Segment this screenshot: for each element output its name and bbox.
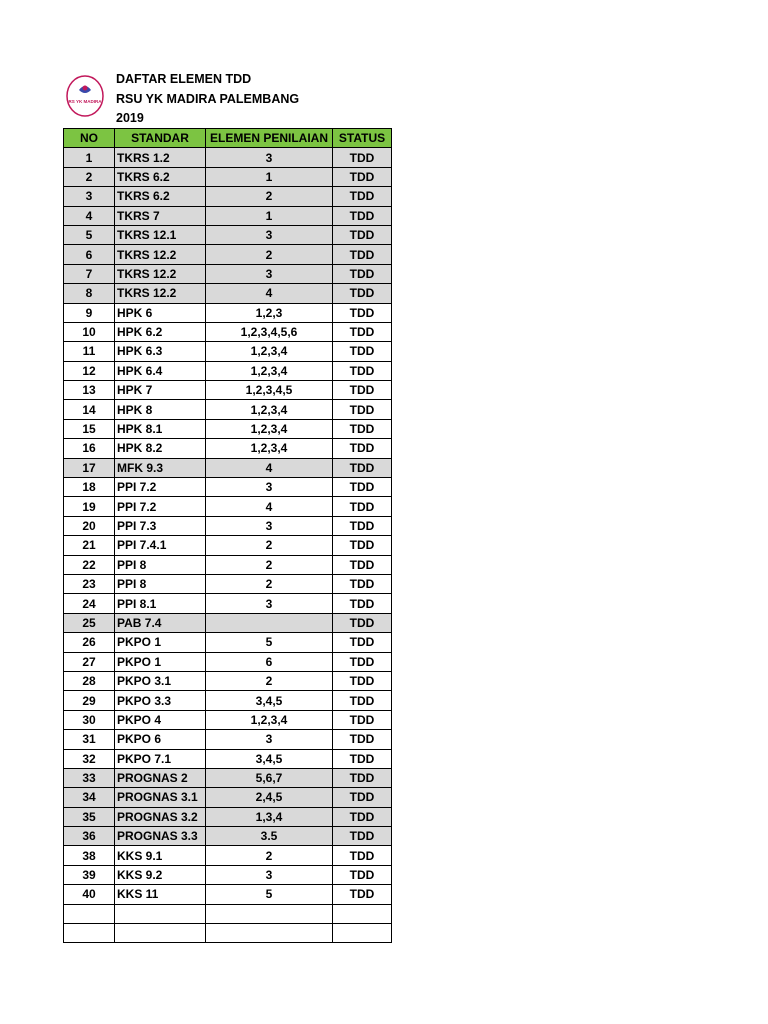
cell-no: 17 <box>64 458 115 477</box>
logo-text: RS YK MADIRA <box>68 99 102 104</box>
tdd-table <box>63 128 392 943</box>
cell-status: TDD <box>333 846 392 865</box>
cell-elemen: 1 <box>206 206 333 225</box>
cell-standar: PROGNAS 3.3 <box>115 827 206 846</box>
cell-status: TDD <box>333 381 392 400</box>
table-row <box>64 827 392 846</box>
cell-elemen: 3 <box>206 865 333 884</box>
cell-status <box>333 904 392 923</box>
cell-standar: KKS 9.2 <box>115 865 206 884</box>
cell-elemen: 4 <box>206 497 333 516</box>
cell-no: 40 <box>64 885 115 904</box>
cell-standar: PPI 7.2 <box>115 497 206 516</box>
cell-elemen: 2 <box>206 555 333 574</box>
cell-standar: PAB 7.4 <box>115 613 206 632</box>
cell-no: 4 <box>64 206 115 225</box>
cell-standar: PKPO 3.1 <box>115 671 206 690</box>
cell-elemen: 5 <box>206 633 333 652</box>
cell-elemen: 1,2,3,4 <box>206 710 333 729</box>
cell-no: 15 <box>64 419 115 438</box>
cell-status: TDD <box>333 536 392 555</box>
table-row <box>64 730 392 749</box>
table-row <box>64 478 392 497</box>
column-header-no: NO <box>64 129 115 148</box>
cell-status: TDD <box>333 458 392 477</box>
cell-elemen: 2,4,5 <box>206 788 333 807</box>
cell-no: 34 <box>64 788 115 807</box>
table-row <box>64 691 392 710</box>
cell-standar: TKRS 1.2 <box>115 148 206 167</box>
cell-elemen <box>206 924 333 943</box>
cell-status: TDD <box>333 303 392 322</box>
cell-status: TDD <box>333 671 392 690</box>
cell-no: 39 <box>64 865 115 884</box>
cell-elemen: 4 <box>206 458 333 477</box>
cell-standar: PPI 7.2 <box>115 478 206 497</box>
cell-status: TDD <box>333 245 392 264</box>
table-row <box>64 865 392 884</box>
cell-no: 7 <box>64 264 115 283</box>
table-row <box>64 613 392 632</box>
table-row <box>64 633 392 652</box>
table-row <box>64 439 392 458</box>
cell-elemen: 1,2,3,4 <box>206 419 333 438</box>
cell-standar: TKRS 6.2 <box>115 167 206 186</box>
cell-status: TDD <box>333 419 392 438</box>
cell-no: 21 <box>64 536 115 555</box>
table-row <box>64 652 392 671</box>
cell-status: TDD <box>333 322 392 341</box>
cell-no: 31 <box>64 730 115 749</box>
cell-elemen: 1,2,3,4,5 <box>206 381 333 400</box>
cell-standar: PKPO 1 <box>115 633 206 652</box>
cell-status: TDD <box>333 633 392 652</box>
column-header-elemen: ELEMEN PENILAIAN <box>206 129 333 148</box>
cell-no: 12 <box>64 361 115 380</box>
hospital-name: RSU YK MADIRA PALEMBANG <box>116 91 300 106</box>
cell-status: TDD <box>333 148 392 167</box>
cell-no: 28 <box>64 671 115 690</box>
cell-standar: HPK 6.2 <box>115 322 206 341</box>
table-row <box>64 381 392 400</box>
table-header-row <box>64 129 392 148</box>
table-row <box>64 322 392 341</box>
cell-elemen: 2 <box>206 574 333 593</box>
cell-elemen: 3 <box>206 516 333 535</box>
cell-elemen: 3 <box>206 594 333 613</box>
table-row <box>64 788 392 807</box>
cell-elemen: 2 <box>206 671 333 690</box>
cell-no: 32 <box>64 749 115 768</box>
cell-elemen: 3 <box>206 148 333 167</box>
table-row <box>64 148 392 167</box>
document-title: DAFTAR ELEMEN TDD <box>116 72 252 86</box>
cell-standar: PROGNAS 3.2 <box>115 807 206 826</box>
cell-elemen: 3,4,5 <box>206 749 333 768</box>
cell-elemen: 3 <box>206 730 333 749</box>
table-row <box>64 594 392 613</box>
cell-no <box>64 924 115 943</box>
cell-elemen: 3,4,5 <box>206 691 333 710</box>
cell-status <box>333 924 392 943</box>
cell-standar: TKRS 12.1 <box>115 225 206 244</box>
cell-standar: HPK 7 <box>115 381 206 400</box>
cell-no: 18 <box>64 478 115 497</box>
cell-standar: HPK 6.4 <box>115 361 206 380</box>
cell-no: 22 <box>64 555 115 574</box>
cell-elemen <box>206 613 333 632</box>
cell-standar: HPK 6 <box>115 303 206 322</box>
cell-no: 25 <box>64 613 115 632</box>
cell-standar: PKPO 6 <box>115 730 206 749</box>
cell-status: TDD <box>333 730 392 749</box>
table-row <box>64 284 392 303</box>
table-row <box>64 264 392 283</box>
cell-no: 11 <box>64 342 115 361</box>
table-row <box>64 497 392 516</box>
table-row <box>64 458 392 477</box>
cell-standar: PPI 8.1 <box>115 594 206 613</box>
cell-standar: TKRS 12.2 <box>115 245 206 264</box>
cell-elemen: 5 <box>206 885 333 904</box>
cell-elemen: 3 <box>206 225 333 244</box>
cell-elemen: 1 <box>206 167 333 186</box>
cell-standar: PKPO 7.1 <box>115 749 206 768</box>
cell-standar: PKPO 4 <box>115 710 206 729</box>
cell-no: 24 <box>64 594 115 613</box>
table-row <box>64 206 392 225</box>
cell-status: TDD <box>333 497 392 516</box>
cell-no: 20 <box>64 516 115 535</box>
cell-status: TDD <box>333 167 392 186</box>
cell-standar: PKPO 3.3 <box>115 691 206 710</box>
cell-standar: MFK 9.3 <box>115 458 206 477</box>
cell-standar: HPK 8.2 <box>115 439 206 458</box>
cell-standar: PKPO 1 <box>115 652 206 671</box>
cell-status: TDD <box>333 788 392 807</box>
cell-elemen: 6 <box>206 652 333 671</box>
cell-status: TDD <box>333 555 392 574</box>
cell-status: TDD <box>333 400 392 419</box>
cell-elemen: 1,2,3,4 <box>206 361 333 380</box>
table-row <box>64 807 392 826</box>
cell-status: TDD <box>333 264 392 283</box>
table-row <box>64 361 392 380</box>
cell-standar: HPK 8 <box>115 400 206 419</box>
cell-elemen: 1,2,3 <box>206 303 333 322</box>
cell-standar: PROGNAS 2 <box>115 768 206 787</box>
table-row <box>64 400 392 419</box>
cell-standar: HPK 6.3 <box>115 342 206 361</box>
cell-elemen: 5,6,7 <box>206 768 333 787</box>
cell-standar: KKS 11 <box>115 885 206 904</box>
cell-standar: PROGNAS 3.1 <box>115 788 206 807</box>
table-row <box>64 342 392 361</box>
cell-elemen <box>206 904 333 923</box>
cell-elemen: 2 <box>206 187 333 206</box>
cell-no: 9 <box>64 303 115 322</box>
cell-status: TDD <box>333 342 392 361</box>
cell-no: 30 <box>64 710 115 729</box>
cell-elemen: 1,2,3,4 <box>206 400 333 419</box>
column-header-standar: STANDAR <box>115 129 206 148</box>
cell-status: TDD <box>333 187 392 206</box>
cell-standar <box>115 904 206 923</box>
cell-status: TDD <box>333 594 392 613</box>
cell-status: TDD <box>333 439 392 458</box>
cell-standar: KKS 9.1 <box>115 846 206 865</box>
cell-status: TDD <box>333 652 392 671</box>
table-row <box>64 245 392 264</box>
document-year: 2019 <box>116 111 144 125</box>
cell-elemen: 1,2,3,4,5,6 <box>206 322 333 341</box>
cell-status: TDD <box>333 478 392 497</box>
cell-status: TDD <box>333 574 392 593</box>
cell-no <box>64 904 115 923</box>
cell-elemen: 2 <box>206 536 333 555</box>
cell-status: TDD <box>333 865 392 884</box>
table-body <box>64 148 392 943</box>
cell-elemen: 3 <box>206 478 333 497</box>
table-row <box>64 924 392 943</box>
cell-status: TDD <box>333 827 392 846</box>
cell-no: 36 <box>64 827 115 846</box>
cell-status: TDD <box>333 225 392 244</box>
cell-elemen: 2 <box>206 245 333 264</box>
cell-elemen: 1,2,3,4 <box>206 342 333 361</box>
cell-no: 29 <box>64 691 115 710</box>
cell-standar: TKRS 6.2 <box>115 187 206 206</box>
cell-status: TDD <box>333 613 392 632</box>
cell-status: TDD <box>333 885 392 904</box>
cell-status: TDD <box>333 710 392 729</box>
table-row <box>64 187 392 206</box>
cell-no: 6 <box>64 245 115 264</box>
cell-status: TDD <box>333 361 392 380</box>
column-header-status: STATUS <box>333 129 392 148</box>
table-row <box>64 768 392 787</box>
cell-status: TDD <box>333 807 392 826</box>
cell-standar: PPI 7.3 <box>115 516 206 535</box>
table-row <box>64 419 392 438</box>
cell-no: 35 <box>64 807 115 826</box>
cell-standar: TKRS 7 <box>115 206 206 225</box>
table-row <box>64 846 392 865</box>
cell-no: 19 <box>64 497 115 516</box>
cell-standar: TKRS 12.2 <box>115 264 206 283</box>
cell-elemen: 3.5 <box>206 827 333 846</box>
cell-no: 2 <box>64 167 115 186</box>
cell-no: 1 <box>64 148 115 167</box>
cell-no: 3 <box>64 187 115 206</box>
cell-no: 14 <box>64 400 115 419</box>
cell-elemen: 1,3,4 <box>206 807 333 826</box>
cell-standar <box>115 924 206 943</box>
table-row <box>64 710 392 729</box>
cell-status: TDD <box>333 768 392 787</box>
cell-elemen: 2 <box>206 846 333 865</box>
hospital-logo <box>65 74 105 118</box>
cell-status: TDD <box>333 206 392 225</box>
cell-standar: PPI 7.4.1 <box>115 536 206 555</box>
table-row <box>64 225 392 244</box>
cell-no: 5 <box>64 225 115 244</box>
cell-no: 27 <box>64 652 115 671</box>
cell-status: TDD <box>333 284 392 303</box>
cell-elemen: 3 <box>206 264 333 283</box>
table-row <box>64 516 392 535</box>
table-row <box>64 671 392 690</box>
cell-no: 10 <box>64 322 115 341</box>
table-row <box>64 885 392 904</box>
table-row <box>64 536 392 555</box>
cell-no: 16 <box>64 439 115 458</box>
table-row <box>64 574 392 593</box>
cell-standar: PPI 8 <box>115 574 206 593</box>
cell-no: 23 <box>64 574 115 593</box>
cell-standar: HPK 8.1 <box>115 419 206 438</box>
table-row <box>64 167 392 186</box>
table-row <box>64 303 392 322</box>
cell-no: 8 <box>64 284 115 303</box>
cell-elemen: 4 <box>206 284 333 303</box>
cell-standar: PPI 8 <box>115 555 206 574</box>
table-row <box>64 555 392 574</box>
cell-status: TDD <box>333 749 392 768</box>
cell-no: 26 <box>64 633 115 652</box>
cell-no: 33 <box>64 768 115 787</box>
table-row <box>64 749 392 768</box>
cell-status: TDD <box>333 516 392 535</box>
cell-standar: TKRS 12.2 <box>115 284 206 303</box>
cell-no: 38 <box>64 846 115 865</box>
table-row <box>64 904 392 923</box>
cell-elemen: 1,2,3,4 <box>206 439 333 458</box>
cell-no: 13 <box>64 381 115 400</box>
cell-status: TDD <box>333 691 392 710</box>
